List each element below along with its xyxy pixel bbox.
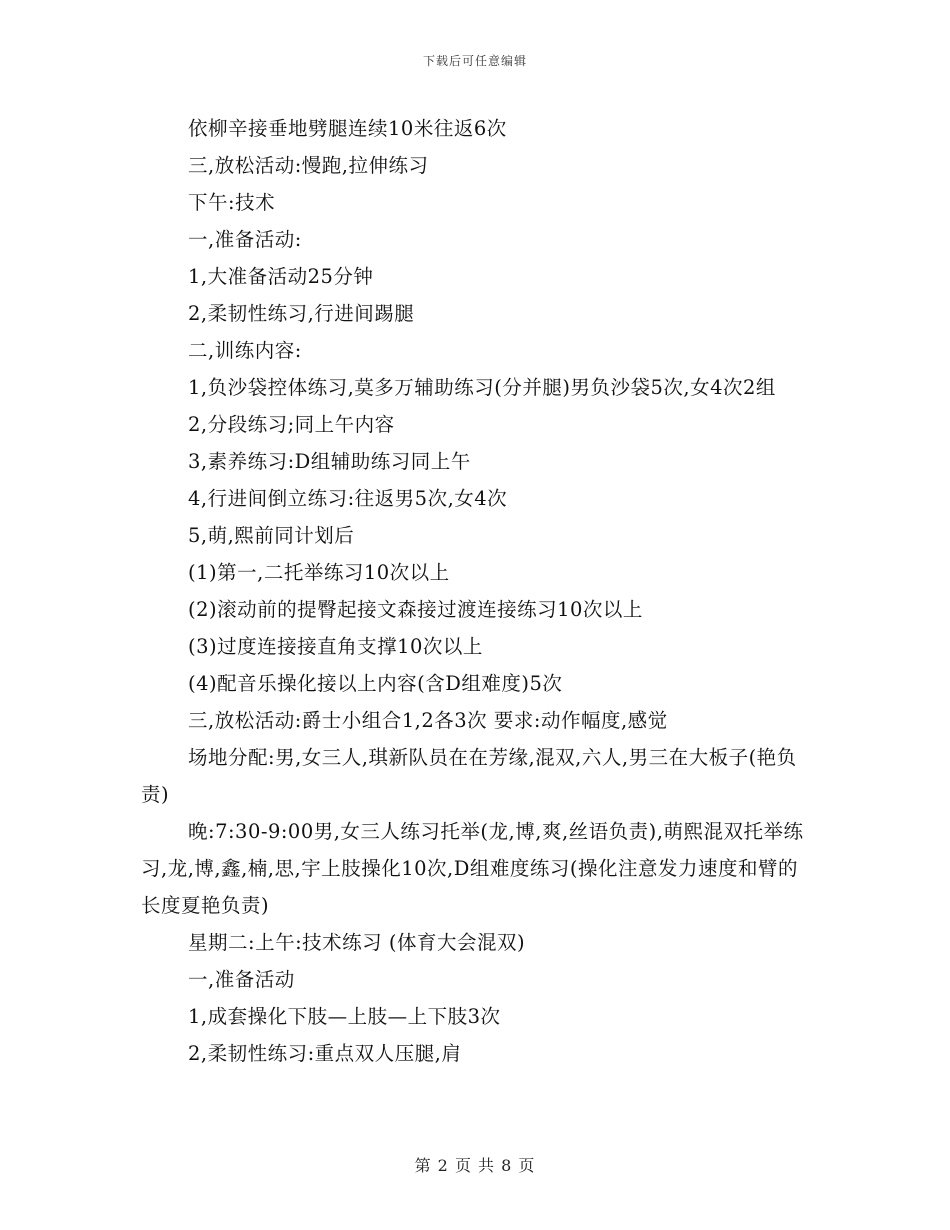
paragraph: 3,素养练习:D组辅助练习同上午 <box>188 450 471 473</box>
paragraph: 1,大准备活动25分钟 <box>188 265 374 288</box>
paragraph: 5,萌,熙前同计划后 <box>188 524 355 547</box>
paragraph: 一,准备活动 <box>188 968 295 991</box>
paragraph: 三,放松活动:爵士小组合1,2各3次 要求:动作幅度,感觉 <box>188 709 668 732</box>
paragraph: 下午:技术 <box>188 191 276 214</box>
paragraph: 依柳辛接垂地劈腿连续10米往返6次 <box>188 117 507 140</box>
paragraph: (3)过度连接接直角支撑10次以上 <box>188 635 483 658</box>
paragraph: 晚:7:30-9:00男,女三人练习托举(龙,博,爽,丝语负责),萌熙混双托举练习,龙,博,鑫,楠,思,宇上肢操化10次,D组难度练习(操化注意发力速度和臂的长度夏艳负责) <box>141 820 804 917</box>
paragraph: 4,行进间倒立练习:往返男5次,女4次 <box>188 487 508 510</box>
page-number-footer: 第 2 页 共 8 页 <box>414 1156 536 1175</box>
paragraph: 星期二:上午:技术练习 (体育大会混双) <box>188 931 526 954</box>
paragraph: 2,柔韧性练习,行进间踢腿 <box>188 302 415 325</box>
paragraph: 2,分段练习;同上午内容 <box>188 413 395 436</box>
paragraph: 一,准备活动: <box>188 228 302 251</box>
paragraph: 三,放松活动:慢跑,拉伸练习 <box>188 154 429 177</box>
paragraph: (4)配音乐操化接以上内容(含D组难度)5次 <box>188 672 563 695</box>
document-body <box>141 110 811 1072</box>
paragraph: (2)滚动前的提臀起接文森接过渡连接练习10次以上 <box>188 598 643 621</box>
paragraph: 场地分配:男,女三人,琪新队员在在芳缘,混双,六人,男三在大板子(艳负责) <box>141 746 797 806</box>
paragraph: 1,成套操化下肢—上肢—上下肢3次 <box>188 1005 501 1028</box>
page-header: 下载后可任意编辑 <box>422 54 527 68</box>
paragraph: (1)第一,二托举练习10次以上 <box>188 561 450 584</box>
paragraph: 2,柔韧性练习:重点双人压腿,肩 <box>188 1042 462 1065</box>
paragraph: 1,负沙袋控体练习,莫多万辅助练习(分并腿)男负沙袋5次,女4次2组 <box>188 376 776 399</box>
paragraph: 二,训练内容: <box>188 339 302 362</box>
